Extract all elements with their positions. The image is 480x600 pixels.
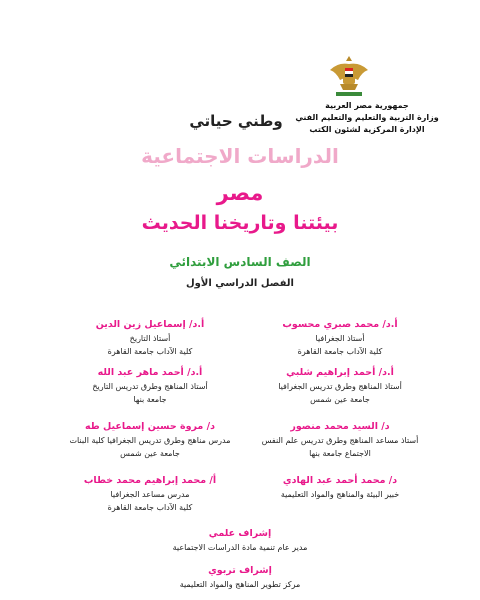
author-role: أستاذ المناهج وطرق تدريس التاريخ	[92, 382, 208, 391]
author-card	[50, 474, 250, 514]
author-card	[240, 318, 440, 358]
supervision-block	[140, 564, 340, 591]
ministry-line: وزارة التربية والتعليم والتعليم الفني	[295, 113, 439, 122]
author-name: أ.د/ أحمد ماهر عبد الله	[97, 367, 203, 378]
country-title: مصر	[216, 181, 264, 205]
author-role: جامعة بنها	[133, 395, 167, 404]
ministry-line: جمهورية مصر العربية	[325, 101, 409, 110]
author-role: الاجتماع جامعة بنها	[309, 449, 371, 458]
author-role: جامعة عين شمس	[120, 449, 180, 458]
author-card	[240, 420, 440, 460]
supervision-text: مركز تطوير المناهج والمواد التعليمية	[179, 580, 301, 589]
author-name: د/ السيد محمد منصور	[290, 421, 390, 432]
author-role: كلية الآداب جامعة القاهرة	[107, 503, 193, 512]
author-name: د/ مروة حسين إسماعيل طه	[85, 421, 215, 432]
supervision-title: إشراف تربوي	[208, 565, 272, 576]
supervision-block	[140, 527, 340, 554]
author-role: خبير البيئة والمناهج والمواد التعليمية	[280, 490, 400, 499]
author-card	[50, 420, 250, 460]
author-name: أ.د/ إسماعيل زين الدين	[95, 319, 205, 330]
author-card	[240, 474, 440, 501]
supervision-text: مدير عام تنمية مادة الدراسات الاجتماعية	[172, 543, 308, 552]
subject-title: الدراسات الاجتماعية	[141, 144, 339, 168]
author-name: أ/ محمد إبراهيم محمد خطاب	[83, 475, 217, 486]
author-name: أ.د/ محمد صبري محسوب	[282, 319, 398, 330]
author-role: كلية الآداب جامعة القاهرة	[107, 347, 193, 356]
author-role: كلية الآداب جامعة القاهرة	[297, 347, 383, 356]
author-name: د/ محمد أحمد عبد الهادي	[282, 475, 398, 486]
ministry-line: الإدارة المركزية لشئون الكتب	[309, 125, 425, 134]
author-role: أستاذ التاريخ	[129, 334, 171, 343]
ministry-block	[272, 100, 462, 136]
eagle-emblem-icon	[328, 52, 370, 100]
supervision-title: إشراف علمي	[208, 528, 272, 539]
author-card	[50, 318, 250, 358]
author-role: مدرس مناهج وطرق تدريس الجغرافيا كلية البنات	[69, 436, 231, 445]
author-role: أستاذ الجغرافيا	[315, 334, 365, 343]
author-card	[50, 366, 250, 406]
author-card	[240, 366, 440, 406]
author-role: أستاذ المناهج وطرق تدريس الجغرافيا	[278, 382, 402, 391]
term-label: الفصل الدراسي الأول	[186, 278, 294, 289]
series-title: وطني حياتي	[189, 112, 283, 130]
grade-label: الصف السادس الابتدائي	[169, 255, 311, 269]
author-role: جامعة عين شمس	[310, 395, 370, 404]
author-name: أ.د/ أحمد إبراهيم شلبي	[286, 367, 394, 378]
book-title: بيئتنا وتاريخنا الحديث	[141, 212, 339, 234]
author-role: مدرس مساعد الجغرافيا	[110, 490, 190, 499]
author-role: أستاذ مساعد المناهج وطرق تدريس علم النفس	[261, 436, 419, 445]
